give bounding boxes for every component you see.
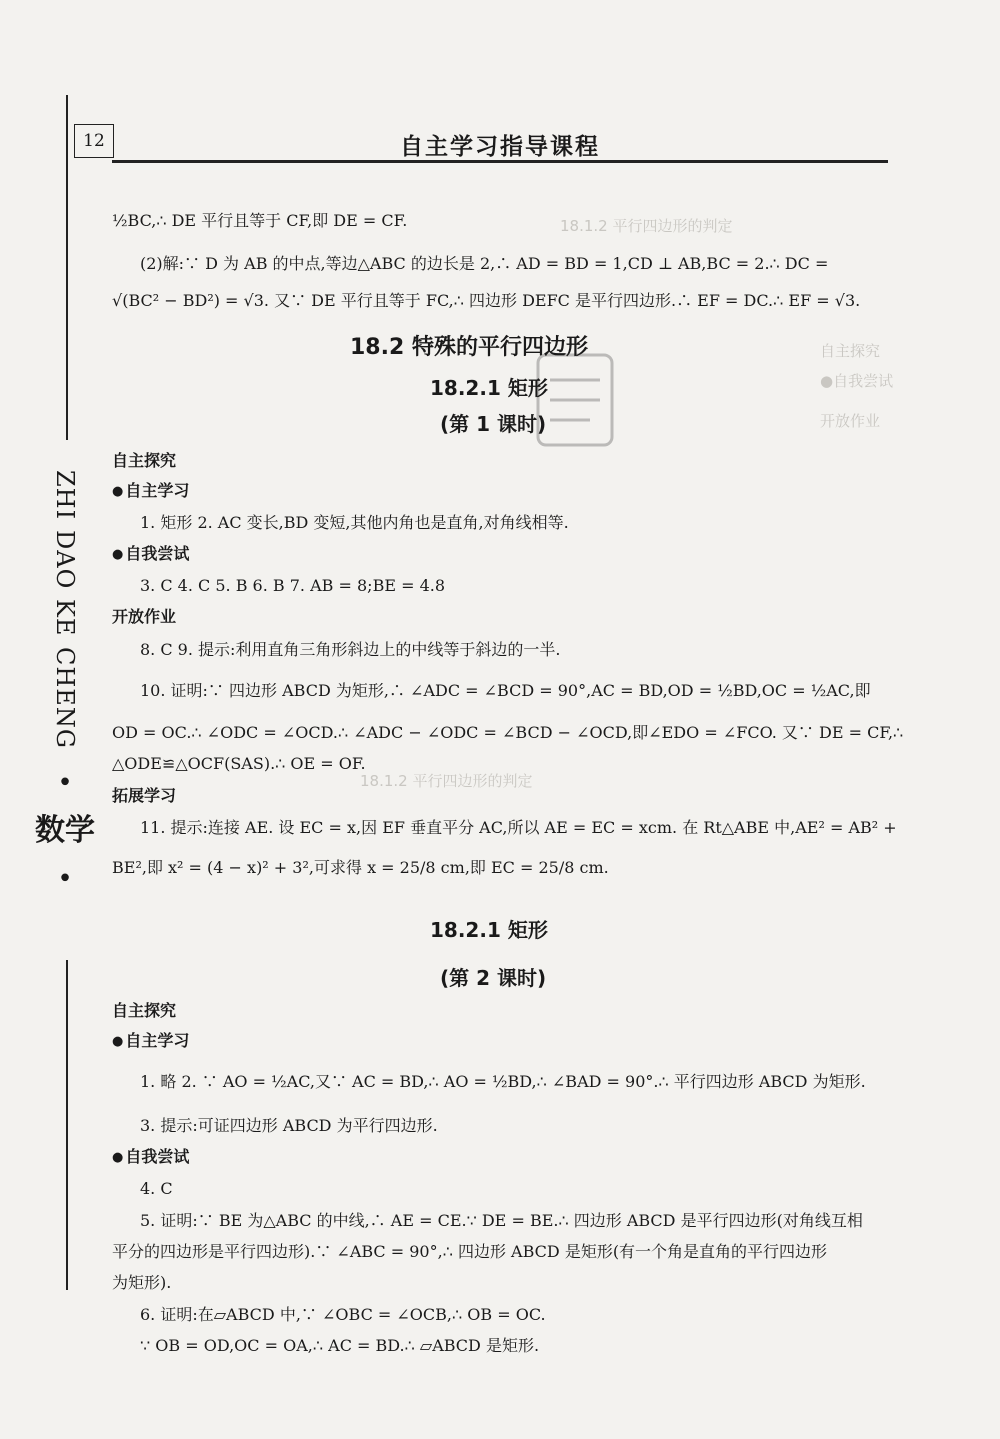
lesson-title: (第 2 课时) — [440, 966, 547, 990]
bleed-through-decoration: 开放作业 — [820, 412, 881, 430]
heading-zizhu-tanjiu: 自主探究 — [112, 451, 177, 470]
heading-zizhu-xuexi: ● 自主学习 — [112, 1030, 189, 1054]
bleed-through-decoration: ●自我尝试 — [820, 372, 894, 390]
text-line: ½BC,∴ DE 平行且等于 CF,即 DE = CF. — [112, 211, 408, 230]
heading-ziwo-changshi: ● 自我尝试 — [112, 543, 189, 567]
text-line: BE²,即 x² = (4 − x)² + 3²,可求得 x = 25/8 cm,即 EC = 25/8 cm. — [112, 858, 609, 877]
heading-kaifang-zuoye: 开放作业 — [112, 607, 177, 626]
heading-ziwo-changshi: ● 自我尝试 — [112, 1146, 189, 1170]
text-line: OD = OC.∴ ∠ODC = ∠OCD.∴ ∠ADC − ∠ODC = ∠BCD − ∠OCD,即∠EDO = ∠FCO. 又∵ DE = CF,∴ — [112, 723, 904, 742]
text-line: 1. 略 2. ∵ AO = ½AC,又∵ AC = BD,∴ AO = ½BD,∴ ∠BAD = 90°.∴ 平行四边形 ABCD 为矩形. — [140, 1072, 866, 1091]
text-line: 3. C 4. C 5. B 6. B 7. AB = 8;BE = 4.8 — [140, 576, 446, 595]
side-dot-icon: • — [57, 863, 73, 894]
bleed-through-decoration: 18.1.2 平行四边形的判定 — [560, 217, 733, 235]
text-line: 11. 提示:连接 AE. 设 EC = x,因 EF 垂直平分 AC,所以 AE = EC = xcm. 在 Rt△ABE 中,AE² = AB² + — [140, 818, 897, 837]
subsection-title: 18.2.1 矩形 — [430, 376, 548, 400]
heading-tuozhan-xuexi: 拓展学习 — [112, 786, 177, 805]
heading-zizhu-xuexi: ● 自主学习 — [112, 480, 189, 504]
side-word-3: KE — [51, 599, 79, 637]
heading-zizhu-tanjiu: 自主探究 — [112, 1001, 177, 1020]
text-line: △ODE≌△OCF(SAS).∴ OE = OF. — [112, 754, 366, 773]
text-line: 5. 证明:∵ BE 为△ABC 的中线,∴ AE = CE.∵ DE = BE.∴ 四边形 ABCD 是平行四边形(对角线互相 — [140, 1211, 863, 1230]
side-word-1: ZHI — [51, 470, 79, 521]
text-line: 1. 矩形 2. AC 变长,BD 变短,其他内角也是直角,对角线相等. — [140, 513, 569, 532]
text-line: ∵ OB = OD,OC = OA,∴ AC = BD.∴ ▱ABCD 是矩形. — [140, 1336, 540, 1355]
section-title: 18.2 特殊的平行四边形 — [350, 335, 588, 360]
text-line: 为矩形). — [112, 1273, 172, 1292]
text-line: 4. C — [140, 1179, 173, 1198]
page-number: 12 — [74, 124, 114, 158]
side-subject: 数学 — [35, 812, 95, 848]
margin-rule-top — [66, 95, 68, 440]
header-rule — [112, 160, 888, 163]
side-banner — [30, 470, 100, 907]
text-line: 平分的四边形是平行四边形).∵ ∠ABC = 90°,∴ 四边形 ABCD 是矩形(有一个角是直角的平行四边形 — [112, 1242, 828, 1261]
text-line: 8. C 9. 提示:利用直角三角形斜边上的中线等于斜边的一半. — [140, 640, 561, 659]
lesson-title: (第 1 课时) — [440, 412, 547, 436]
text-line: 6. 证明:在▱ABCD 中,∵ ∠OBC = ∠OCB,∴ OB = OC. — [140, 1305, 546, 1324]
bleed-through-decoration: 18.1.2 平行四边形的判定 — [360, 772, 533, 790]
margin-rule-bottom — [66, 960, 68, 1290]
subsection-title: 18.2.1 矩形 — [430, 918, 548, 942]
bleed-through-decoration: 自主探究 — [820, 342, 881, 360]
text-line: (2)解:∵ D 为 AB 的中点,等边△ABC 的边长是 2,∴ AD = BD = 1,CD ⊥ AB,BC = 2.∴ DC = — [140, 254, 829, 273]
side-dot-icon: • — [57, 767, 73, 798]
text-line: 10. 证明:∵ 四边形 ABCD 为矩形,∴ ∠ADC = ∠BCD = 90°,AC = BD,OD = ½BD,OC = ½AC,即 — [140, 681, 871, 700]
running-header-title: 自主学习指导课程 — [400, 134, 600, 160]
side-word-4: CHENG — [51, 646, 79, 749]
side-word-2: DAO — [51, 530, 79, 590]
text-line: √(BC² − BD²) = √3. 又∵ DE 平行且等于 FC,∴ 四边形 DEFC 是平行四边形.∴ EF = DC.∴ EF = √3. — [112, 291, 861, 310]
text-line: 3. 提示:可证四边形 ABCD 为平行四边形. — [140, 1116, 438, 1135]
